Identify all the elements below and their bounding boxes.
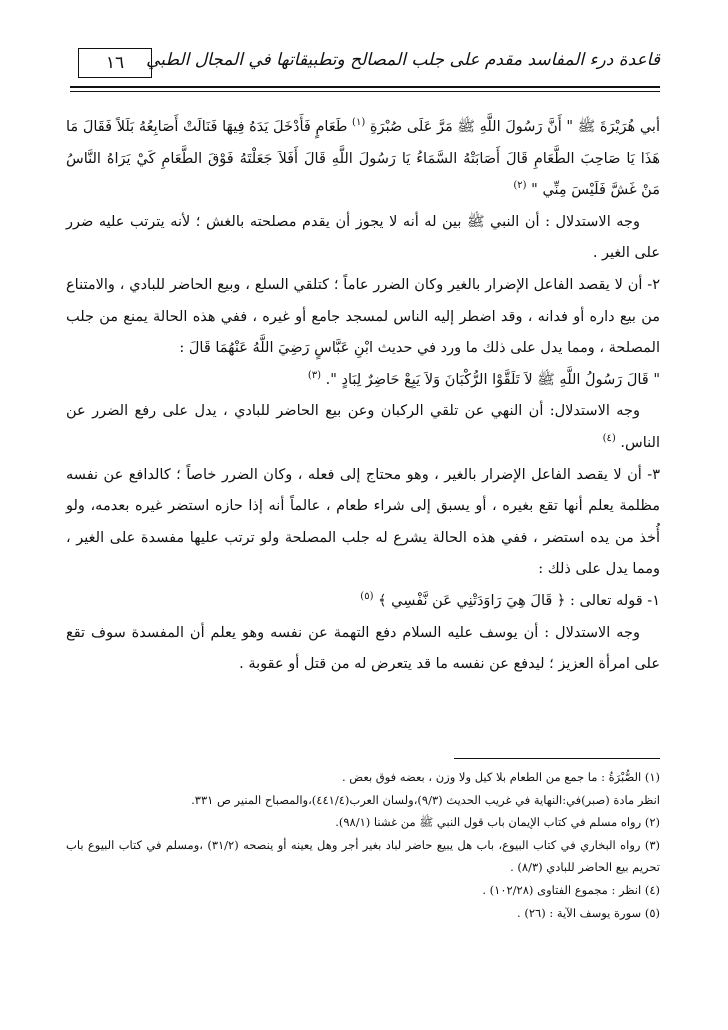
inference-text-2: وجه الاستدلال: أن النهي عن تلقي الركبان وعن بيع الحاضر للبادي ، يدل على رفع الضرر عن الناس.	[66, 403, 660, 451]
running-title: قاعدة درء المفاسد مقدم على جلب المصالح وتطبيقاتها في المجال الطبي	[146, 50, 660, 70]
header-rule	[70, 86, 660, 88]
footnote-1: (١) الصُّبْرَةُ : ما جمع من الطعام بلا كيل ولا وزن ، بعضه فوق بعض .	[342, 770, 660, 784]
hadith-text-part-1: أبي هُرَيْرَةَ ﷺ " أَنَّ رَسُولَ اللَّهِ ﷺ مَرَّ عَلَى صُبْرَةِ	[365, 119, 660, 135]
main-text	[66, 112, 660, 681]
hadith-paragraph-2	[66, 365, 660, 397]
hadith-text-2: " قَالَ رَسُولُ اللَّهِ ﷺ لاَ تَلَقَّوْا الرُّكْبَانَ وَلاَ يَبِعْ حَاضِرٌ لِبَادٍ ".	[321, 371, 660, 388]
page-number: ١٦	[105, 53, 125, 73]
footnote-marker-2: (٢)	[513, 180, 527, 192]
footnote-marker-4: (٤)	[602, 433, 616, 445]
footnotes	[66, 766, 660, 924]
footnote-3: (٣) رواه البخاري في كتاب البيوع، باب هل يبيع حاضر لباد بغير أجر وهل يعينه أو ينصحه (٣١/٢) ،ومسلم في كتاب البيوع باب تحريم بيع الحاضر للبادي (٨/٣) .	[66, 837, 660, 875]
case-2-paragraph: ٢- أن لا يقصد الفاعل الإضرار بالغير وكان الضرر عاماً ؛ كتلقي السلع ، وبيع الحاضر للبادي ، والامتناع من بيع داره أو فدانه ، وقد اضطر إليه الناس لمسجد جامع أو غيره ، ففي هذه الحالة يمنع من جلب المصلحة ، ومما يدل على ذلك ما ورد في حديث ابْنِ عَبَّاسٍ رَضِيَ اللَّهُ عَنْهُمَا قَالَ :	[66, 276, 660, 357]
footnote-2: (٢) رواه مسلم في كتاب الإيمان باب قول النبي ﷺ من غشنا (٩٨/١).	[335, 815, 660, 830]
footnote-marker-1: (١)	[352, 117, 366, 129]
quran-verse-paragraph	[66, 586, 660, 618]
footnote-4: (٤) انظر : مجموع الفتاوى (١٠٢/٢٨) .	[482, 882, 660, 897]
page-number-box	[78, 48, 152, 78]
footnote-marker-5: (٥)	[360, 591, 374, 603]
hadith-paragraph-1	[66, 112, 660, 207]
footnote-1-continuation: انظر مادة (صبر)في:النهاية في غريب الحديث (٩/٣)،ولسان العرب(٤٤١/٤)،والمصباح المنير ص ٣٣١.	[191, 792, 660, 807]
header-rule-thin	[70, 91, 660, 92]
page-header	[70, 48, 660, 94]
inference-paragraph-2	[66, 396, 660, 459]
footnote-separator	[454, 758, 660, 759]
inference-paragraph-1: وجه الاستدلال : أن النبي ﷺ بين له أنه لا يجوز أن يقدم مصلحته بالغش ؛ لأنه يترتب عليه ضرر على الغير .	[66, 213, 660, 262]
footnote-5: (٥) سورة يوسف الآية : (٢٦) .	[517, 905, 660, 920]
case-3-paragraph: ٣- أن لا يقصد الفاعل الإضرار بالغير ، وهو محتاج إلى فعله ، وكان الضرر خاصاً ؛ كالدافع عن نفسه مظلمة يعلم أنها تقع بغيره ، أو يسبق إلى شراء طعام ، عالماً أنه إذا حازه استضر غيره بعدمه، ولو أُخذ من يده استضر ، ففي هذه الحالة يشرع له جلب المصلحة ولو ترتب عليها مفسدة على الغير ، ومما يدل على ذلك :	[66, 466, 660, 578]
quran-verse-text: ١- قوله تعالى : ﴿ قَالَ هِيَ رَاوَدَتْنِي عَن نَّفْسِي ﴾	[373, 592, 660, 609]
hadith-text-part-2: طَعَامٍ فَأَدْخَلَ يَدَهُ فِيهَا فَنَالَتْ أَصَابِعُهُ بَلَلاً فَقَالَ مَا هَذَا يَا صَاحِبَ الطَّعَامِ قَالَ أَصَابَتْهُ السَّمَاءُ يَا رَسُولَ اللَّهِ قَالَ أَفَلاَ جَعَلْتَهُ فَوْقَ الطَّعَامِ كَيْ يَرَاهُ النَّاسُ مَنْ غَشَّ فَلَيْسَ مِنِّي "	[66, 119, 660, 199]
footnote-marker-3: (٣)	[307, 369, 322, 381]
inference-paragraph-3: وجه الاستدلال : أن يوسف عليه السلام دفع التهمة عن نفسه وهو يعلم أن المفسدة سوف تقع على امرأة العزيز ؛ ليدفع عن نفسه ما قد يتعرض له من قتل أو عقوبة .	[66, 624, 660, 673]
